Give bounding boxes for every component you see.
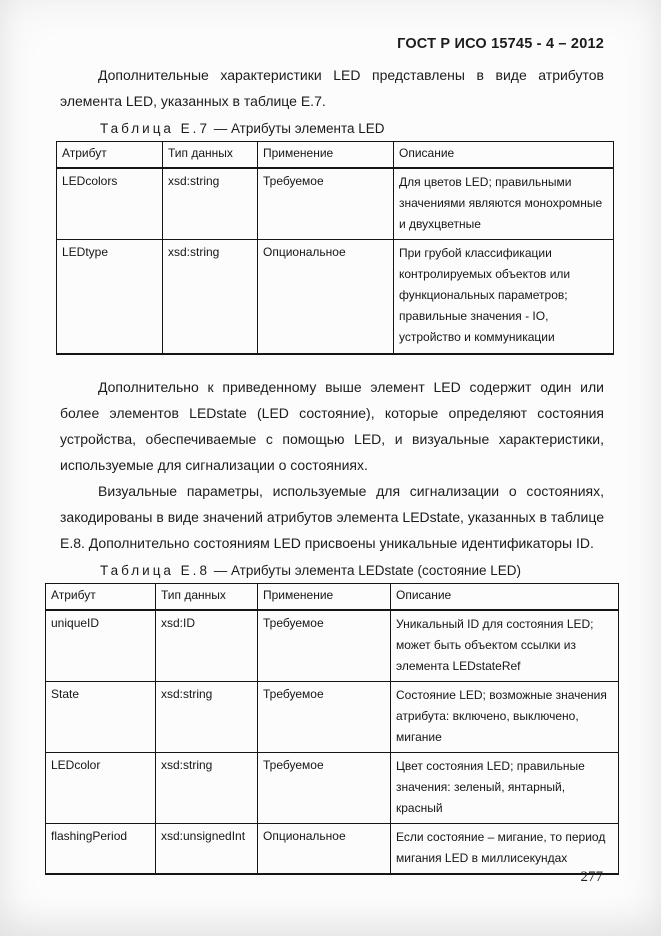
table-e7-caption <box>100 119 604 139</box>
column-header-attribute: Атрибут <box>46 584 156 611</box>
table-row-ledcolors <box>57 168 614 240</box>
cell-description: Состояние LED; возможные значения атрибута: включено, выключено, мигание <box>391 682 619 753</box>
cell-description: Цвет состояния LED; правильные значения: зеленый, янтарный, красный <box>391 753 619 824</box>
cell-usage: Требуемое <box>258 168 394 240</box>
cell-attribute: LEDcolors <box>57 168 163 240</box>
cell-attribute: LEDcolor <box>46 753 156 824</box>
column-header-description: Описание <box>391 584 619 611</box>
paragraph-intro-e7: Дополнительные характеристики LED представлены в виде атрибутов элемента LED, указанных в таблице Е.7. <box>60 67 604 109</box>
column-header-datatype: Тип данных <box>163 142 258 169</box>
cell-description: Для цветов LED; правильными значениями являются монохромные и двухцветные <box>394 168 614 240</box>
cell-description: Уникальный ID для состояния LED; может быть объектом ссылки из элемента LEDstateRef <box>391 610 619 682</box>
cell-usage: Опциональное <box>258 240 394 355</box>
column-header-datatype: Тип данных <box>156 584 258 611</box>
table-row-ledcolor <box>46 753 619 824</box>
page-number: 277 <box>580 869 603 885</box>
paragraph-ledstate-intro: Дополнительно к приведенному выше элемент LED содержит один или более элементов LEDstate (LED состояние), которые определяют состояния устройства, обеспечиваемые с помощью LED, и визуальные характеристики, используемые для сигнализации о состояниях. <box>60 379 604 473</box>
cell-datatype: xsd:string <box>156 682 258 753</box>
attributes-table-e7 <box>56 141 614 355</box>
attributes-table-e8 <box>45 583 619 875</box>
column-header-usage: Применение <box>258 584 391 611</box>
table-e7-header-row <box>57 142 614 169</box>
paragraph-visual-params: Визуальные параметры, используемые для сигнализации о состояниях, закодированы в виде значений атрибутов элемента LEDstate, указанных в таблице Е.8. Дополнительно состояниям LED присвоены уникальные идентификаторы ID. <box>60 483 604 551</box>
cell-usage: Требуемое <box>258 753 391 824</box>
cell-datatype: xsd:string <box>156 753 258 824</box>
cell-usage: Требуемое <box>258 682 391 753</box>
cell-attribute: LEDtype <box>57 240 163 355</box>
table-e8-header-row <box>46 584 619 611</box>
cell-usage: Опциональное <box>258 824 391 875</box>
cell-datatype: xsd:ID <box>156 610 258 682</box>
table-e7-caption-title: — Атрибуты элемента LED <box>213 121 385 136</box>
cell-usage: Требуемое <box>258 610 391 682</box>
cell-datatype: xsd:string <box>163 240 258 355</box>
table-e8-caption-label: Таблица Е.8 <box>100 563 210 578</box>
column-header-description: Описание <box>394 142 614 169</box>
cell-description: При грубой классификации контролируемых объектов или функциональных параметров; правильные значения - IO, устройство и коммуникации <box>394 240 614 355</box>
cell-datatype: xsd:unsignedInt <box>156 824 258 875</box>
column-header-usage: Применение <box>258 142 394 169</box>
cell-attribute: uniqueID <box>46 610 156 682</box>
cell-description: Если состояние – мигание, то период мигания LED в миллисекундах <box>391 824 619 875</box>
table-row-state <box>46 682 619 753</box>
table-e8-caption-title: — Атрибуты элемента LEDstate (состояние LED) <box>213 563 522 578</box>
table-e7-caption-label: Таблица Е.7 <box>100 121 210 136</box>
table-row-ledtype <box>57 240 614 355</box>
table-row-flashingperiod <box>46 824 619 875</box>
column-header-attribute: Атрибут <box>57 142 163 169</box>
cell-attribute: flashingPeriod <box>46 824 156 875</box>
table-row-uniqueid <box>46 610 619 682</box>
document-code-header: ГОСТ Р ИСО 15745 - 4 – 2012 <box>397 36 604 52</box>
cell-attribute: State <box>46 682 156 753</box>
table-e8-caption <box>100 561 604 581</box>
cell-datatype: xsd:string <box>163 168 258 240</box>
